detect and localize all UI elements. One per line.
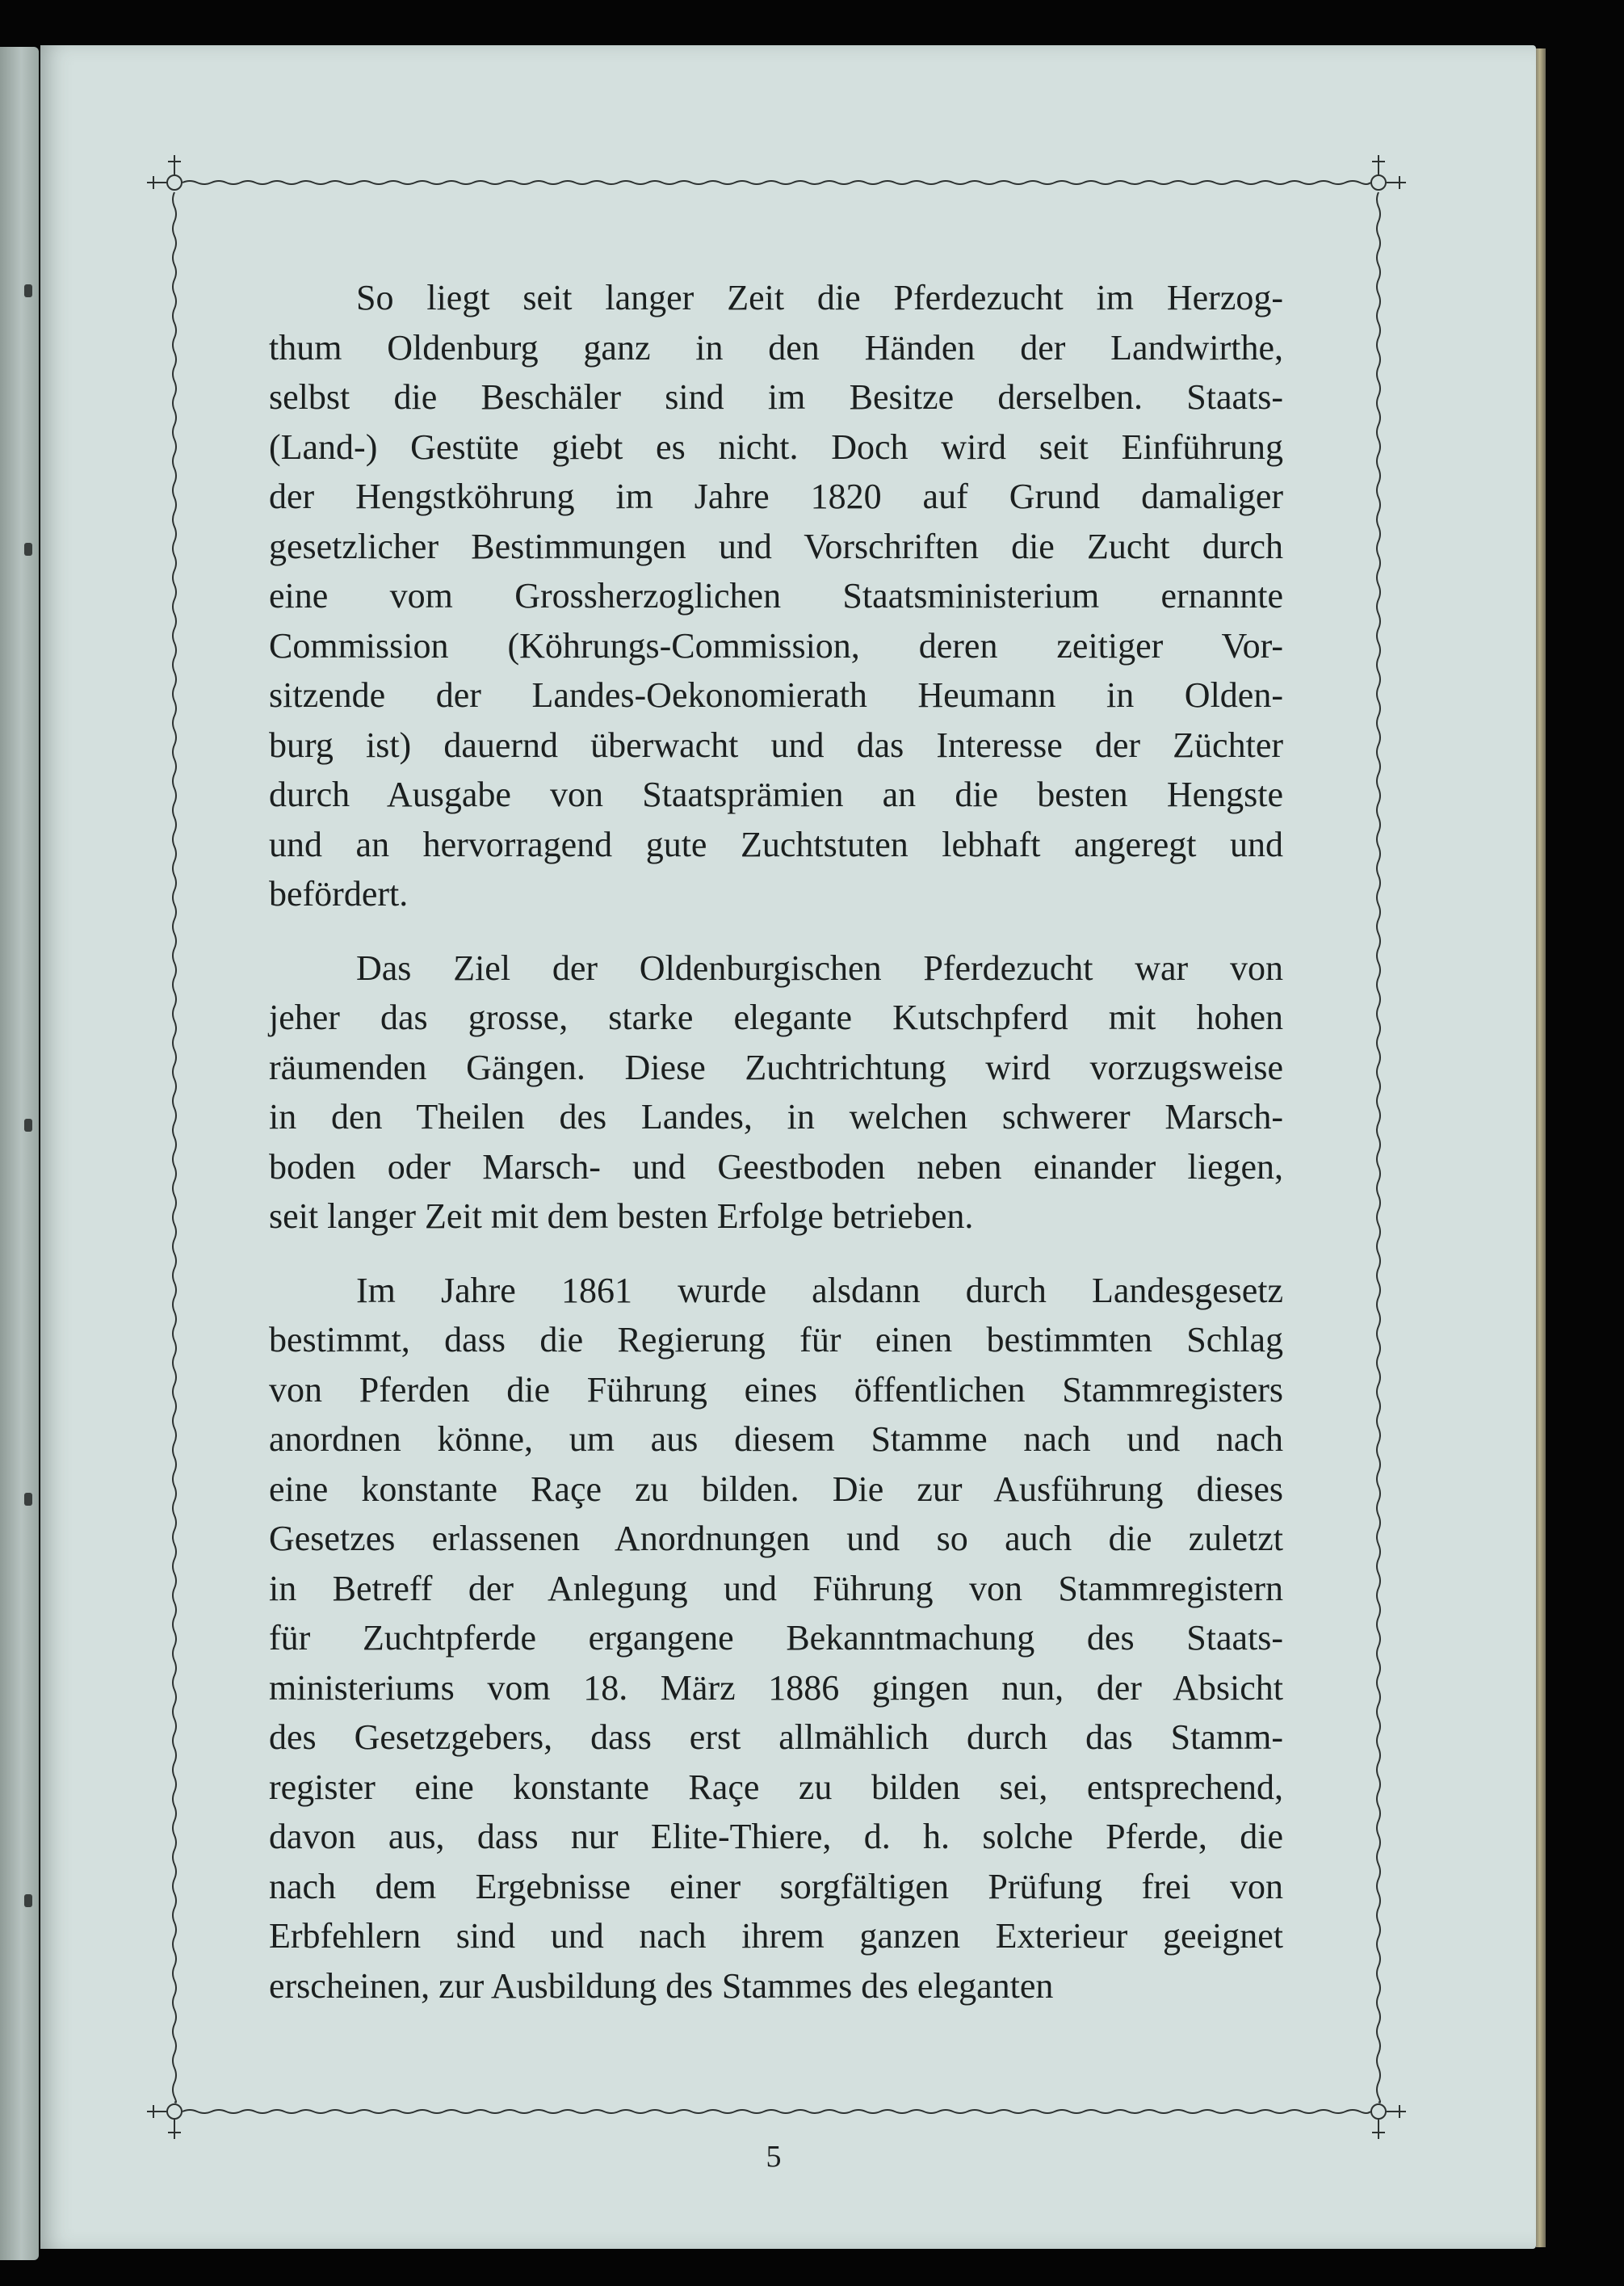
text-line: von Pferden die Führung eines öffentlichen Stammregisters	[269, 1369, 1283, 1410]
text-line: seit langer Zeit mit dem besten Erfolge betrieben.	[269, 1196, 974, 1236]
corner-ornament-icon	[1371, 2104, 1406, 2139]
text-line: jeher das grosse, starke elegante Kutschpferd mit hohen	[269, 998, 1283, 1037]
text-line: Gesetzes erlassenen Anordnungen und so auch die zuletzt	[269, 1519, 1283, 1558]
frame-border-left	[173, 192, 176, 2103]
frame-border-top	[183, 181, 1370, 184]
text-line: für Zuchtpferde ergangene Bekanntmachung des Staats-	[269, 1618, 1283, 1658]
corner-ornament-icon	[1371, 155, 1406, 190]
text-line: in Betreff der Anlegung und Führung von Stammregistern	[269, 1568, 1283, 1608]
text-line: selbst die Beschäler sind im Besitze derselben. Staats-	[269, 377, 1283, 417]
paragraph	[269, 273, 1283, 919]
text-line: sitzende der Landes-Oekonomierath Heumann in Olden-	[269, 675, 1283, 715]
text-line: erscheinen, zur Ausbildung des Stammes des eleganten	[269, 1965, 1054, 2006]
paragraph-gap	[269, 919, 1283, 943]
paragraph	[269, 1266, 1283, 2011]
text-line: register eine konstante Raçe zu bilden sei, entsprechend,	[269, 1767, 1283, 1807]
text-line: ministeriums vom 18. März 1886 gingen nun, der Absicht	[269, 1667, 1283, 1708]
text-line: gesetzlicher Bestimmungen und Vorschriften die Zucht durch	[269, 526, 1283, 566]
text-line: eine vom Grossherzoglichen Staatsministerium ernannte	[269, 576, 1283, 616]
text-line: boden oder Marsch- und Geestboden neben einander liegen,	[269, 1146, 1283, 1187]
text-line: Erbfehlern sind und nach ihrem ganzen Exterieur geeignet	[269, 1916, 1283, 1956]
text-line: durch Ausgabe von Staatsprämien an die besten Hengste	[269, 775, 1283, 814]
text-line: der Hengstköhrung im Jahre 1820 auf Grund damaliger	[269, 477, 1283, 516]
text-line: (Land-) Gestüte giebt es nicht. Doch wird seit Einführung	[269, 427, 1283, 467]
text-line: Im Jahre 1861 wurde alsdann durch Landesgesetz	[356, 1270, 1283, 1310]
text-line: befördert.	[269, 874, 409, 914]
text-line: Commission (Köhrungs-Commission, deren zeitiger Vor-	[269, 625, 1283, 666]
text-line: burg ist) dauernd überwacht und das Interesse der Züchter	[269, 725, 1283, 765]
text-line: räumenden Gängen. Diese Zuchtrichtung wird vorzugsweise	[269, 1047, 1283, 1087]
text-line: in den Theilen des Landes, in welchen schwerer Marsch-	[269, 1097, 1283, 1137]
text-line: und an hervorragend gute Zuchtstuten lebhaft angeregt und	[269, 824, 1283, 864]
paragraph	[269, 943, 1283, 1242]
corner-ornament-icon	[147, 155, 182, 190]
text-line: anordnen könne, um aus diesem Stamme nach und nach	[269, 1419, 1283, 1459]
page-number: 5	[766, 2140, 782, 2174]
text-line: nach dem Ergebnisse einer sorgfältigen Prüfung frei von	[269, 1866, 1283, 1906]
text-line: des Gesetzgebers, dass erst allmählich durch das Stamm-	[269, 1717, 1283, 1757]
text-line: bestimmt, dass die Regierung für einen bestimmten Schlag	[269, 1320, 1283, 1359]
paragraph-gap	[269, 1242, 1283, 1266]
text-line: eine konstante Raçe zu bilden. Die zur Ausführung dieses	[269, 1469, 1283, 1509]
text-line: So liegt seit langer Zeit die Pferdezucht im Herzog-	[356, 278, 1283, 317]
text-line: davon aus, dass nur Elite-Thiere, d. h. solche Pferde, die	[269, 1817, 1283, 1856]
frame-border-right	[1377, 192, 1380, 2103]
frame-border-bottom	[183, 2110, 1370, 2113]
corner-ornament-icon	[147, 2104, 182, 2139]
text-line: thum Oldenburg ganz in den Händen der Landwirthe,	[269, 327, 1283, 368]
text-line: Das Ziel der Oldenburgischen Pferdezucht war von	[356, 948, 1283, 988]
body-text	[269, 273, 1283, 2011]
